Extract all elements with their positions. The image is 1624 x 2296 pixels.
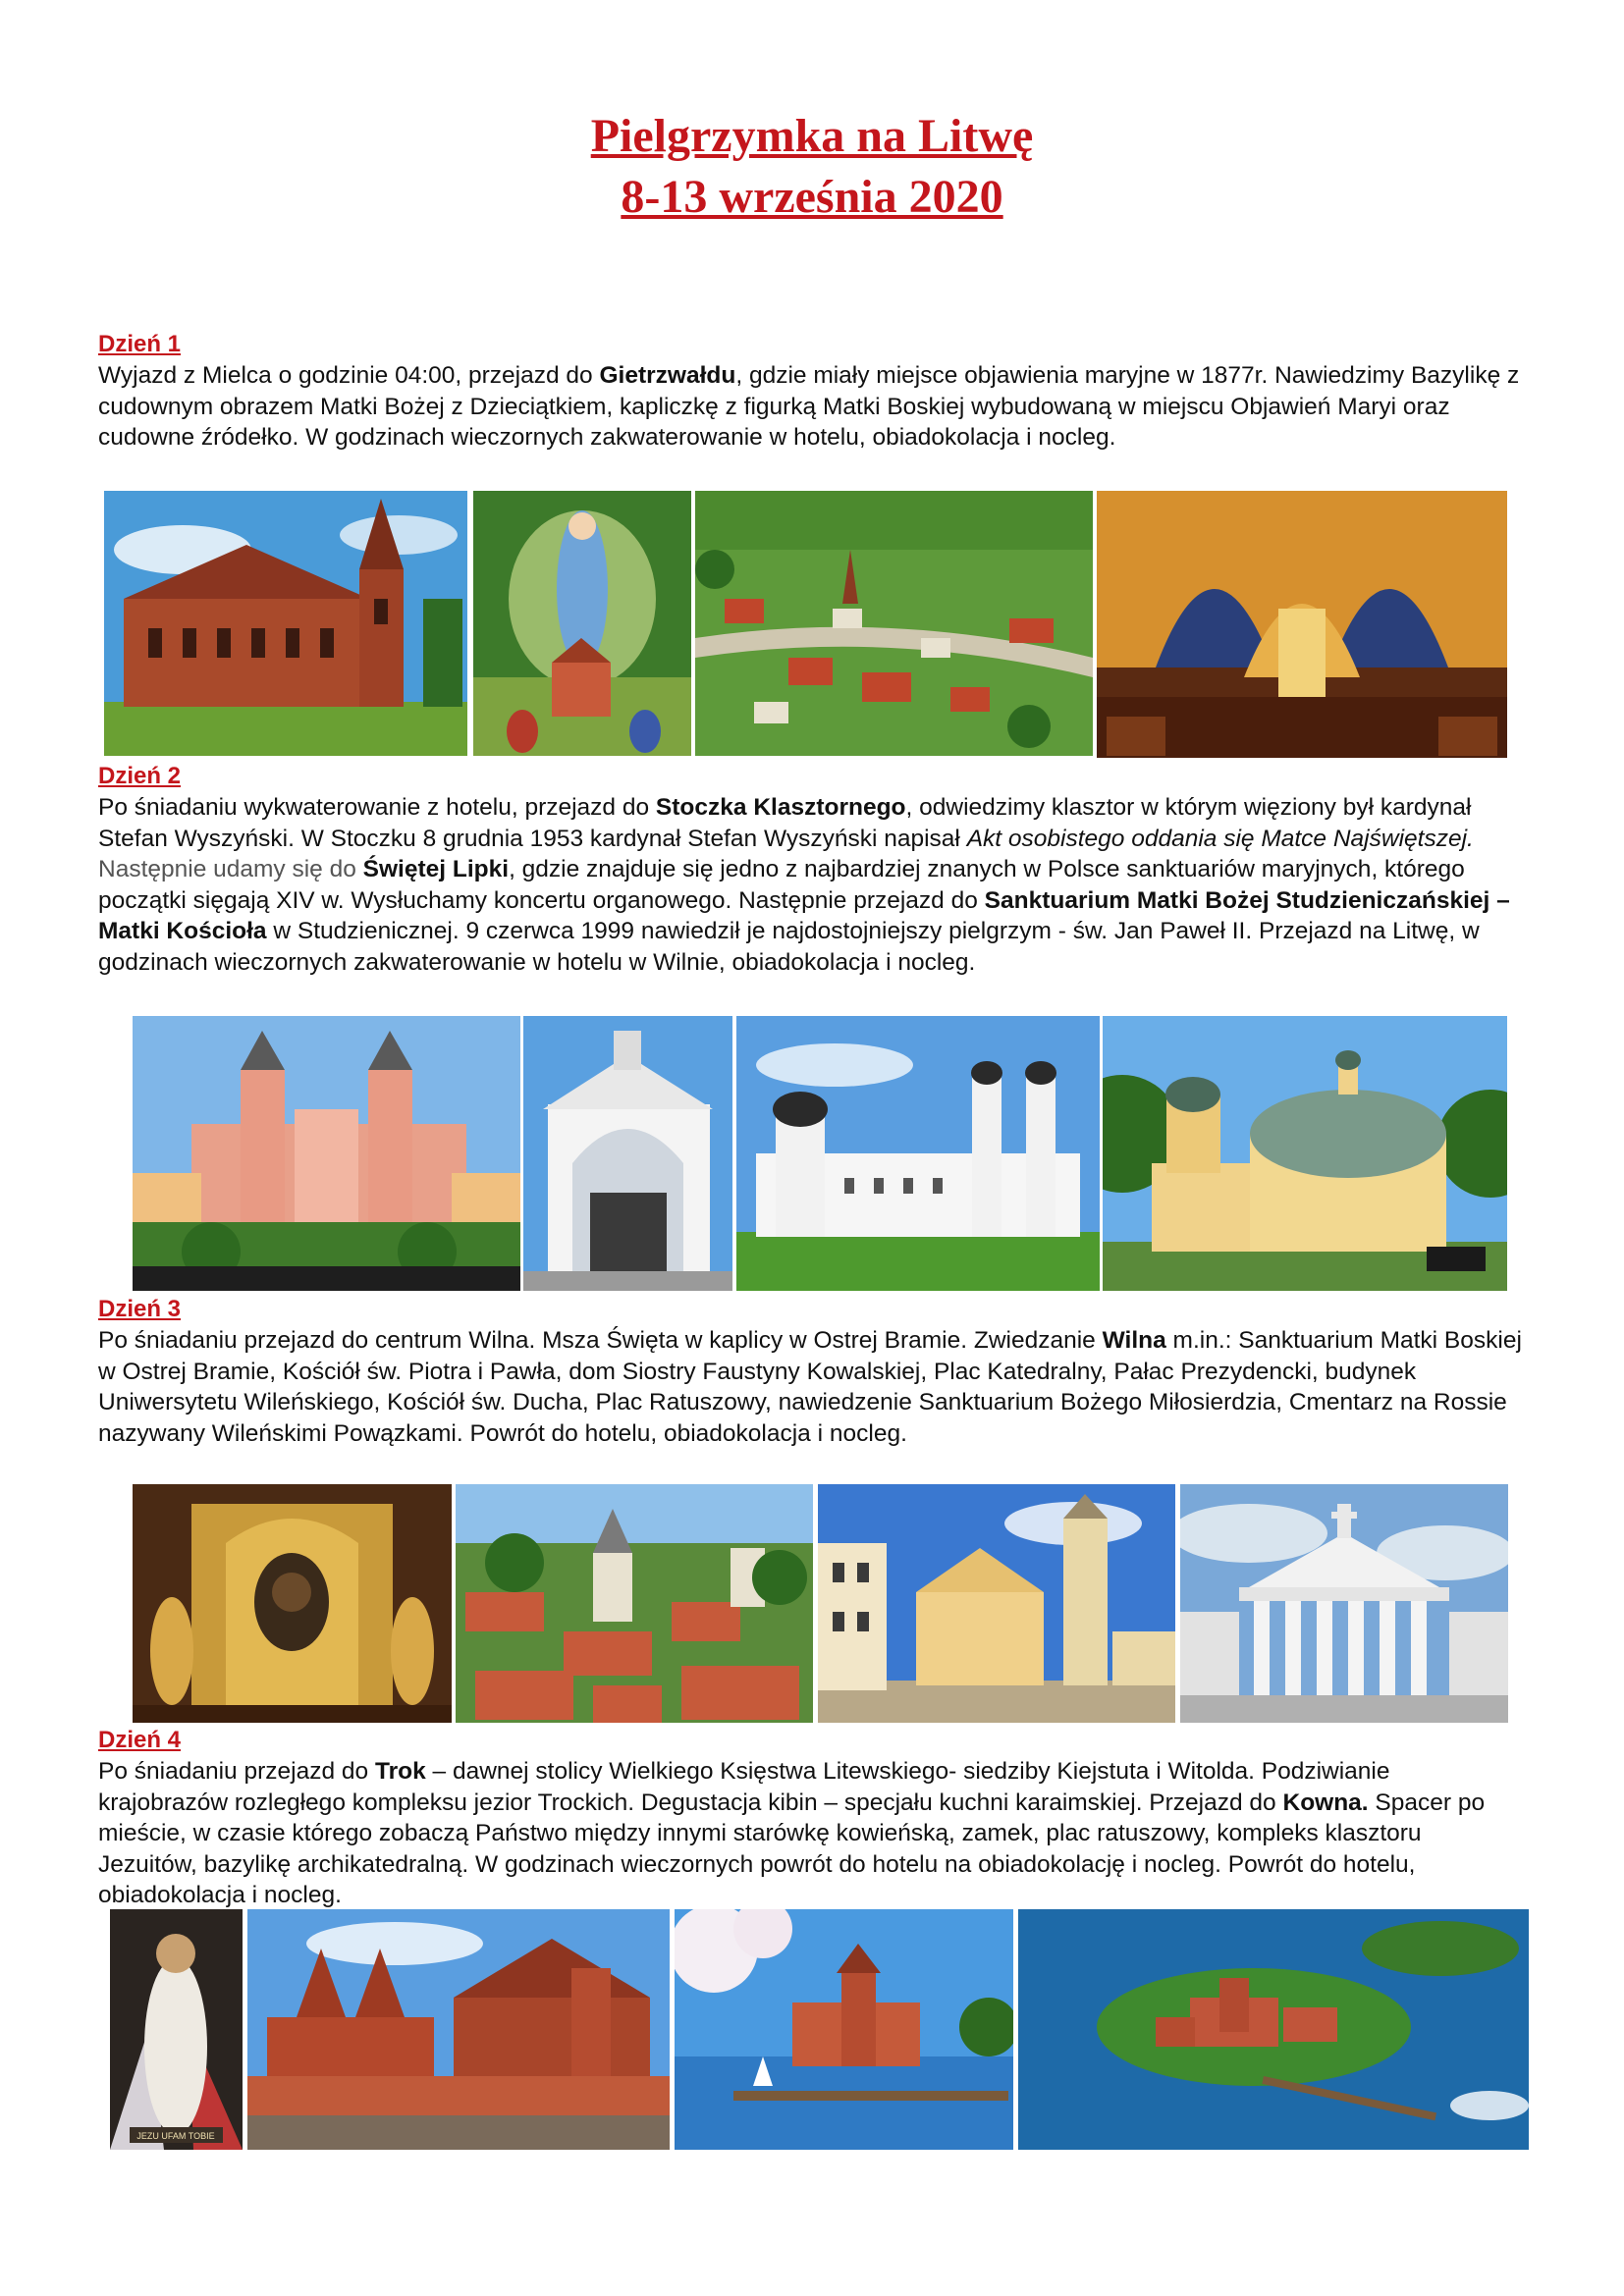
photo-stoczek-klasztorny: [736, 1016, 1100, 1291]
place-gietrzwald: Gietrzwałdu: [599, 362, 736, 389]
day-2-description: Po śniadaniu wykwaterowanie z hotelu, przejazd do Stoczka Klasztornego, odwiedzimy klasztor w którym więziony był kardynał Stefan Wyszyński. W Stoczku 8 grudnia 1953 kardynał Stefan Wyszyński napisał Akt osobistego oddania się Matce Najświętszej. Następnie udamy się do Świętej Lipki, gdzie znajduje się jedno z najbardziej znanych w Polsce sanktuariów maryjnych, którego początki sięgają XIV w. Wysłuchamy koncertu organowego. Następnie przejazd do Sanktuarium Matki Bożej Studzieniczańskiej – Matki Kościoła w Studzienicznej. 9 czerwca 1999 nawiedził je najdostojniejszy pielgrzym - św. Jan Paweł II. Przejazd na Litwę, w godzinach wieczornych zakwaterowanie w hotelu w Wilnie, obiadokolacja i nocleg.: [98, 794, 1510, 976]
photo-trakai-island-aerial: [1018, 1909, 1529, 2150]
place-swieta-lipka: Świętej Lipki: [362, 856, 510, 883]
photo-trakai-castle-bridge: [675, 1909, 1013, 2150]
photo-divine-mercy-painting: [110, 1909, 243, 2150]
day-4-heading: Dzień 4: [98, 1727, 182, 1753]
day-2-heading: Dzień 2: [98, 763, 182, 789]
place-wilno: Wilna: [1102, 1327, 1166, 1354]
day-4-description: Po śniadaniu przejazd do Trok – dawnej stolicy Wielkiego Księstwa Litewskiego- siedziby Kiejstuta i Witolda. Podziwianie krajobrazów rozległego kompleksu jezior Trockich. Degustacja kibin – specjału kuchni karaimskiej. Przejazd do Kowna. Spacer po mieście, w czasie którego zobaczą Państwo między innymi starówkę kowieńską, zamek, plac ratuszowy, kompleks klasztoru Jezuitów, bazylikę archikatedralną. W godzinach wieczornych powrót do hotelu na obiadokolację i nocleg. Powrót do hotelu, obiadokolacja i nocleg.: [98, 1758, 1486, 1909]
photo-vilnius-cathedral: [1180, 1484, 1508, 1723]
day-3-heading: Dzień 3: [98, 1296, 182, 1322]
photo-mary-apparition-painting: [473, 491, 691, 756]
place-studzieniczna-sanctuary: Sanktuarium Matki Bożej Studzieniczańskiej – Matki Kościoła: [98, 886, 1510, 945]
photo-vilnius-university: [818, 1484, 1175, 1723]
photo-st-anne-church: [247, 1909, 670, 2150]
photo-church-rotunda: [1103, 1016, 1507, 1291]
place-kowno: Kowna.: [1282, 1789, 1369, 1816]
day-1-description: Wyjazd z Mielca o godzinie 04:00, przejazd do Gietrzwałdu, gdzie miały miejsce objawienia maryjne w 1877r. Nawiedzimy Bazylikę z cudownym obrazem Matki Bożej z Dzieciątkiem, kapliczkę z figurką Matki Boskiej wybudowaną w miejscu Objawień Maryi oraz cudowne źródełko. W godzinach wieczornych zakwaterowanie w hotelu, obiadokolacja i nocleg.: [98, 362, 1520, 452]
photo-gietrzwald-basilica: [104, 491, 467, 756]
photo-studzieniczna-church: [523, 1016, 732, 1291]
photo-swieta-lipka: [133, 1016, 520, 1291]
photo-ostra-brama-icon: [133, 1484, 452, 1723]
page-title-line2: 8-13 września 2020: [621, 171, 1003, 223]
photo-gietrzwald-aerial: [695, 491, 1093, 756]
photo-vilnius-old-town: [456, 1484, 813, 1723]
day-3-description: Po śniadaniu przejazd do centrum Wilna. Msza Święta w kaplicy w Ostrej Bramie. Zwiedzanie Wilna m.in.: Sanktuarium Matki Boskiej w Ostrej Bramie, Kościół św. Piotra i Pawła, dom Siostry Faustyny Kowalskiej, Plac Katedralny, Pałac Prezydencki, budynek Uniwersytetu Wileńskiego, Kościół św. Ducha, Plac Ratuszowy, nawiedzenie Sanktuarium Bożego Miłosierdzia, Cmentarz na Rossie nazywany Wileńskimi Powązkami. Powrót do hotelu, obiadokolacja i nocleg.: [98, 1327, 1522, 1447]
act-of-devotion: Akt osobistego oddania się Matce Najświętszej.: [966, 825, 1474, 852]
photo-basilica-interior: [1097, 491, 1507, 758]
page-title-line1: Pielgrzymka na Litwę: [590, 110, 1034, 162]
place-troki: Trok: [374, 1758, 426, 1785]
divine-mercy-caption: JEZU UFAM TOBIE: [136, 2131, 215, 2141]
place-stoczek-klasztorny: Stoczka Klasztornego: [655, 794, 906, 821]
day-1-heading: Dzień 1: [98, 331, 182, 357]
